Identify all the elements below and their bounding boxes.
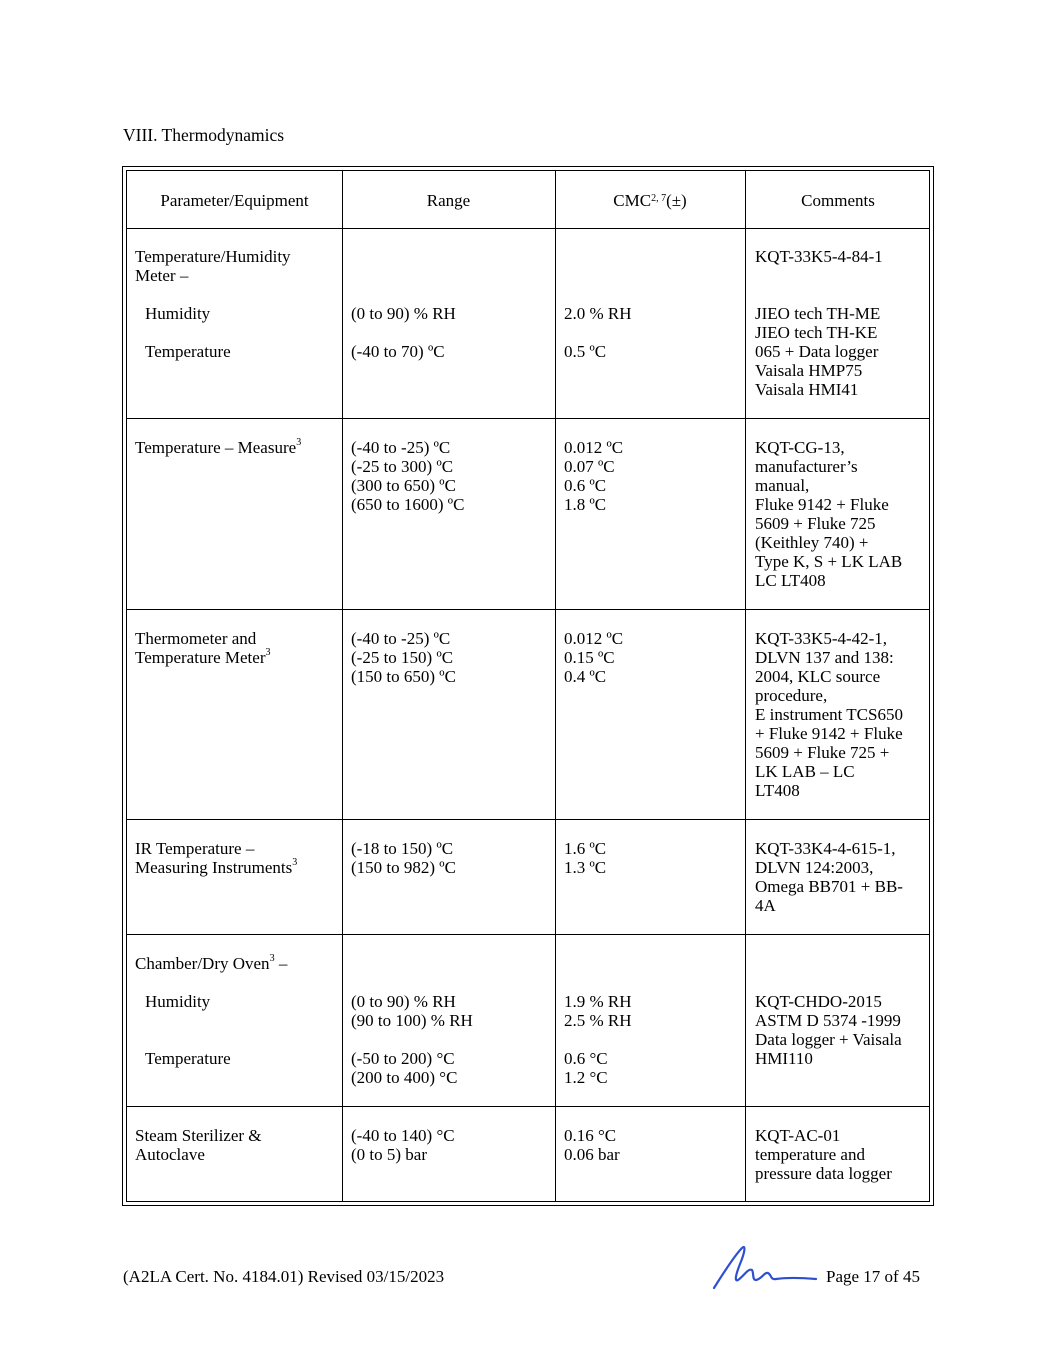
row5-parameter [135, 954, 287, 973]
row5-parameter-temperature: Temperature [145, 1049, 231, 1068]
footer-cert: (A2LA Cert. No. 4184.01) Revised 03/15/2023 [123, 1267, 445, 1286]
signature-icon [710, 1242, 820, 1292]
table-grid [126, 170, 930, 1202]
header-comments: Comments [801, 190, 875, 210]
row-divider [127, 819, 929, 820]
row3-parameter-line1: Thermometer and [135, 629, 257, 648]
header-range: Range [426, 190, 471, 210]
header-cmc: CMC $^{2, 7}$ (±) [613, 190, 687, 210]
row6-parameter: Steam Sterilizer & Autoclave [135, 1126, 262, 1164]
row2-parameter-label: Temperature – Measure [135, 438, 297, 457]
row2-parameter [135, 438, 301, 457]
row5-footnote: 3 [269, 953, 275, 965]
column-divider [745, 171, 746, 1201]
row3-footnote: 3 [265, 647, 271, 659]
header-cmc-suffix: (±) [666, 190, 687, 210]
row5-parameter-humidity: Humidity [145, 992, 211, 1011]
row2-cmc: 0.012 ºC 0.07 ºC 0.6 ºC 1.8 ºC [564, 438, 624, 514]
row-divider [127, 609, 929, 610]
row-divider [127, 418, 929, 419]
row3-cmc: 0.012 ºC 0.15 ºC 0.4 ºC [564, 629, 624, 686]
row1-comments-ref: KQT-33K5-4-84-1 [755, 247, 883, 266]
row5-parameter-suffix: – [274, 954, 288, 973]
row1-parameter: Temperature/Humidity Meter – [135, 247, 291, 285]
row1-parameter-temperature: Temperature [145, 342, 231, 361]
header-parameter: Parameter/Equipment [160, 190, 309, 210]
row2-comments: KQT-CG-13, manufacturer’s manual, Fluke 9142 + Fluke 5609 + Fluke 725 (Keithley 740) + Type K, S + LK LAB LC LT408 [755, 438, 903, 590]
row1-parameter-humidity: Humidity [145, 304, 211, 323]
row6-comments: KQT-AC-01 temperature and pressure data logger [755, 1126, 892, 1183]
row3-parameter-line2: Temperature Meter [135, 648, 266, 667]
row1-range-humidity: (0 to 90) % RH [351, 304, 456, 323]
header-cmc-label: CMC [613, 190, 652, 210]
row2-range: (-40 to -25) ºC (-25 to 300) ºC (300 to 650) ºC (650 to 1600) ºC [351, 438, 465, 514]
row5-cmc-temperature: 0.6 °C 1.2 °C [564, 1049, 608, 1087]
row1-comments: JIEO tech TH-ME JIEO tech TH-KE 065 + Data logger Vaisala HMP75 Vaisala HMI41 [755, 304, 881, 399]
row4-parameter [135, 839, 297, 877]
row1-range-temperature: (-40 to 70) ºC [351, 342, 445, 361]
row5-range-humidity: (0 to 90) % RH (90 to 100) % RH [351, 992, 473, 1030]
row4-footnote: 3 [292, 857, 298, 869]
row4-comments: KQT-33K4-4-615-1, DLVN 124:2003, Omega BB701 + BB- 4A [755, 839, 903, 915]
row4-parameter-line1: IR Temperature – [135, 839, 255, 858]
thermodynamics-table [122, 166, 934, 1206]
row6-range: (-40 to 140) °C (0 to 5) bar [351, 1126, 455, 1164]
row5-range-temperature: (-50 to 200) °C (200 to 400) °C [351, 1049, 458, 1087]
row6-cmc: 0.16 °C 0.06 bar [564, 1126, 620, 1164]
row5-parameter-label: Chamber/Dry Oven [135, 954, 270, 973]
row-divider [127, 934, 929, 935]
page-number: Page 17 of 45 [826, 1267, 920, 1286]
section-title: VIII. Thermodynamics [123, 125, 285, 145]
row1-cmc-humidity: 2.0 % RH [564, 304, 632, 323]
row4-range: (-18 to 150) ºC (150 to 982) ºC [351, 839, 456, 877]
row-divider [127, 1106, 929, 1107]
row3-parameter [135, 629, 271, 667]
row3-range: (-40 to -25) ºC (-25 to 150) ºC (150 to 650) ºC [351, 629, 456, 686]
row4-cmc: 1.6 ºC 1.3 ºC [564, 839, 607, 877]
column-divider [342, 171, 343, 1201]
row4-parameter-line2: Measuring Instruments [135, 858, 293, 877]
row3-comments: KQT-33K5-4-42-1, DLVN 137 and 138: 2004, KLC source procedure, E instrument TCS650 + Fluke 9142 + Fluke 5609 + Fluke 725 + LK LAB – LC LT408 [755, 629, 903, 800]
row5-cmc-humidity: 1.9 % RH 2.5 % RH [564, 992, 632, 1030]
row1-cmc-temperature: 0.5 ºC [564, 342, 607, 361]
column-divider [555, 171, 556, 1201]
row5-comments: KQT-CHDO-2015 ASTM D 5374 -1999 Data logger + Vaisala HMI110 [755, 992, 902, 1068]
row2-footnote: 3 [296, 437, 302, 449]
